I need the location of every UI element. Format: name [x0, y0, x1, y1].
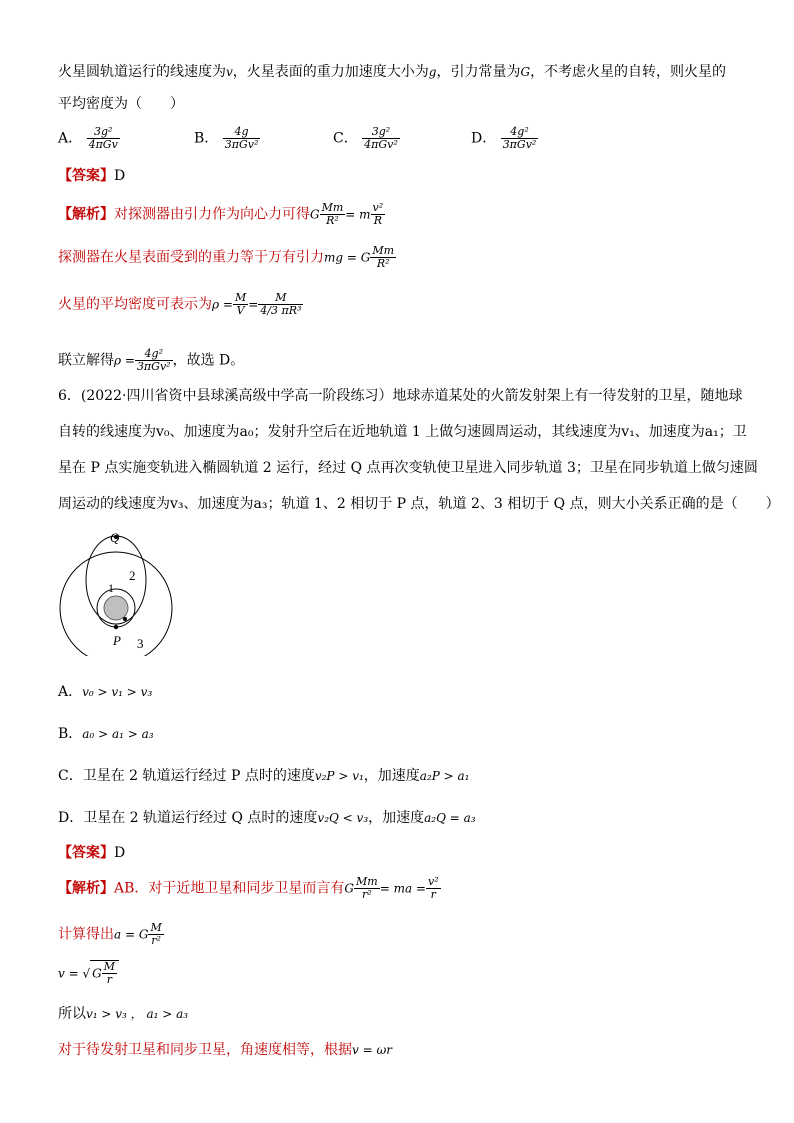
eq-part: G [344, 881, 354, 896]
analysis-tag: 【解析】 [58, 880, 114, 897]
q5-option-b [194, 126, 260, 151]
q5-analysis-3 [58, 292, 303, 317]
option-label: A． [58, 130, 83, 147]
eq-part: = [248, 297, 259, 312]
option-fraction [501, 126, 539, 151]
option-fraction [223, 126, 261, 151]
q5-stem-line-1 [58, 62, 726, 82]
q6-stem-line-3: 星在 P 点实施变轨进入椭圆轨道 2 运行，经过 Q 点再次变轨使卫星进入同步轨道 3；卫星在同步轨道上做匀速圆 [58, 460, 758, 476]
q6-stem-line-2: 自转的线速度为v₀、加速度为a₀；发射升空后在近地轨道 1 上做匀速圆周运动，其线速度为v₁、加速度为a₁；卫 [58, 424, 747, 440]
q5-stem-text: ，引力常量为 [436, 64, 521, 80]
eq-fraction [102, 961, 117, 986]
q5-option-a [58, 126, 120, 151]
orbit-diagram [58, 528, 178, 656]
label-orbit-2: 2 [129, 568, 136, 583]
option-text: C．卫星在 2 轨道运行经过 P 点时的速度 [58, 768, 315, 784]
eq-part: a = G [114, 927, 149, 942]
frac-num: M [234, 291, 247, 304]
q5-option-c [333, 126, 400, 151]
option-eq: a₂P > a₁ [419, 769, 470, 783]
frac-den: R [373, 214, 382, 227]
frac-num: 4g² [501, 126, 539, 139]
option-label: B． [194, 130, 219, 147]
q5-analysis-2 [58, 245, 396, 270]
frac-den: r² [362, 888, 372, 901]
q6-option-b [58, 724, 154, 744]
option-fraction [87, 126, 120, 151]
option-text: ，加速度 [368, 810, 425, 826]
option-text: D．卫星在 2 轨道运行经过 Q 点时的速度 [58, 810, 318, 826]
point-p-dot [114, 625, 118, 629]
option-label: D． [471, 130, 497, 147]
frac-num: v² [427, 875, 439, 888]
frac-den: r [106, 973, 112, 986]
eq-fraction [233, 292, 248, 317]
option-label: A． [58, 684, 83, 700]
q5-var-g: g [428, 65, 437, 79]
analysis-text: 探测器在火星表面受到的重力等于万有引力 [58, 249, 324, 266]
frac-den: 3πGv² [136, 360, 171, 373]
frac-den: 3πGv² [502, 138, 537, 151]
eq-fraction [371, 202, 386, 227]
eq-fraction [148, 922, 163, 947]
eq-part: G [92, 966, 102, 981]
answer-value: D [114, 845, 126, 861]
option-eq: v₀ > v₁ > v₃ [82, 685, 153, 699]
label-orbit-1: 1 [108, 581, 114, 595]
frac-num: Mm [321, 201, 344, 214]
frac-den: R² [326, 214, 339, 227]
frac-den: r² [151, 934, 161, 947]
q5-analysis-1 [58, 202, 385, 227]
label-q: Q [110, 530, 120, 545]
frac-num: M [150, 921, 162, 934]
frac-den: 3πGv² [224, 138, 259, 151]
analysis-text: 联立解得 [58, 352, 114, 369]
analysis-text: 对于待发射卫星和同步卫星，角速度相等，根据 [58, 1042, 352, 1058]
q6-analysis-5 [58, 1040, 392, 1060]
frac-num: 3g² [87, 126, 120, 139]
frac-num: M [103, 960, 115, 973]
eq-fraction [426, 876, 441, 901]
option-eq: v₂Q < v₃ [317, 811, 369, 825]
q6-option-d [58, 808, 476, 828]
q6-option-c [58, 766, 469, 786]
q5-var-G: G [520, 65, 531, 79]
label-p: P [113, 633, 121, 648]
earth-icon [104, 596, 128, 620]
answer-tag: 【答案】 [58, 845, 114, 861]
q5-stem-text: ，不考虑火星的自转，则火星的 [530, 64, 727, 80]
analysis-text: 火星的平均密度可表示为 [58, 296, 212, 313]
eq-fraction [370, 245, 396, 270]
option-fraction [362, 126, 400, 151]
eq-fraction [354, 876, 380, 901]
eq-part: mg = G [324, 250, 371, 265]
option-label: C． [333, 130, 358, 147]
eq-part: v = √ [58, 966, 91, 981]
frac-num: Mm [372, 244, 395, 257]
option-eq: a₂Q = a₃ [424, 811, 476, 825]
frac-den: r [430, 888, 436, 901]
analysis-tag: 【解析】 [58, 206, 114, 223]
option-label: B． [58, 726, 83, 742]
q5-stem-line-2: 平均密度为（ ） [58, 96, 184, 112]
eq-fraction [258, 292, 303, 317]
q6-analysis-2 [58, 922, 164, 947]
eq-fraction [135, 348, 173, 373]
eq-part: G [310, 207, 320, 222]
frac-den: 4/3 πR³ [260, 304, 302, 317]
eq-part: ρ = [212, 297, 233, 312]
analysis-text: 对探测器由引力作为向心力可得 [114, 206, 310, 223]
answer-value: D [114, 168, 126, 184]
q6-stem-line-1: 6．(2022·四川省资中县球溪高级中学高一阶段练习）地球赤道某处的火箭发射架上有一待发射的卫星，随地球 [58, 388, 743, 404]
satellite-dot [123, 617, 127, 621]
eq-part: v₁ > v₃ ， a₁ > a₃ [86, 1007, 189, 1021]
q6-stem-line-4: 周运动的线速度为v₃、加速度为a₃；轨道 1、2 相切于 P 点，轨道 2、3 相切于 Q 点，则大小关系正确的是（ ） [58, 496, 780, 512]
q6-option-a [58, 682, 152, 702]
label-orbit-3: 3 [137, 636, 144, 651]
eq-fraction [320, 202, 346, 227]
q6-analysis-4 [58, 1004, 188, 1024]
q5-answer [58, 166, 125, 186]
q5-option-d [471, 126, 538, 151]
q6-analysis-3 [58, 960, 119, 986]
analysis-text: ，故选 D。 [172, 352, 245, 369]
option-eq: v₂P > v₁ [314, 769, 364, 783]
frac-num: 3g² [362, 126, 400, 139]
frac-den: 4πGv [88, 138, 118, 151]
analysis-text: 计算得出 [58, 926, 114, 943]
eq-part: = m [345, 207, 371, 222]
frac-num: 4g² [135, 348, 173, 361]
sqrt-content [90, 960, 119, 986]
frac-num: M [258, 292, 303, 305]
frac-num: 4g [223, 126, 261, 139]
q5-stem-text: ，火星表面的重力加速度大小为 [232, 64, 429, 80]
answer-tag: 【答案】 [58, 168, 114, 184]
frac-den: R² [376, 257, 390, 270]
eq-part: ρ = [114, 353, 135, 368]
analysis-text: AB．对于近地卫星和同步卫星而言有 [114, 880, 345, 897]
q6-analysis-1 [58, 876, 441, 901]
frac-num: v² [372, 201, 384, 214]
analysis-text: 所以 [58, 1006, 86, 1022]
q5-stem-text: 火星圆轨道运行的线速度为 [58, 64, 226, 80]
q5-var-v: v [226, 65, 233, 79]
option-eq: a₀ > a₁ > a₃ [82, 727, 154, 741]
frac-num: Mm [356, 875, 378, 888]
frac-den: 4πGv² [364, 138, 398, 151]
q6-answer [58, 843, 125, 863]
eq-part: v = ωr [352, 1043, 392, 1057]
option-text: ，加速度 [363, 768, 420, 784]
q5-analysis-4 [58, 348, 244, 373]
frac-den: V [236, 304, 245, 317]
eq-part: = ma = [379, 881, 426, 896]
